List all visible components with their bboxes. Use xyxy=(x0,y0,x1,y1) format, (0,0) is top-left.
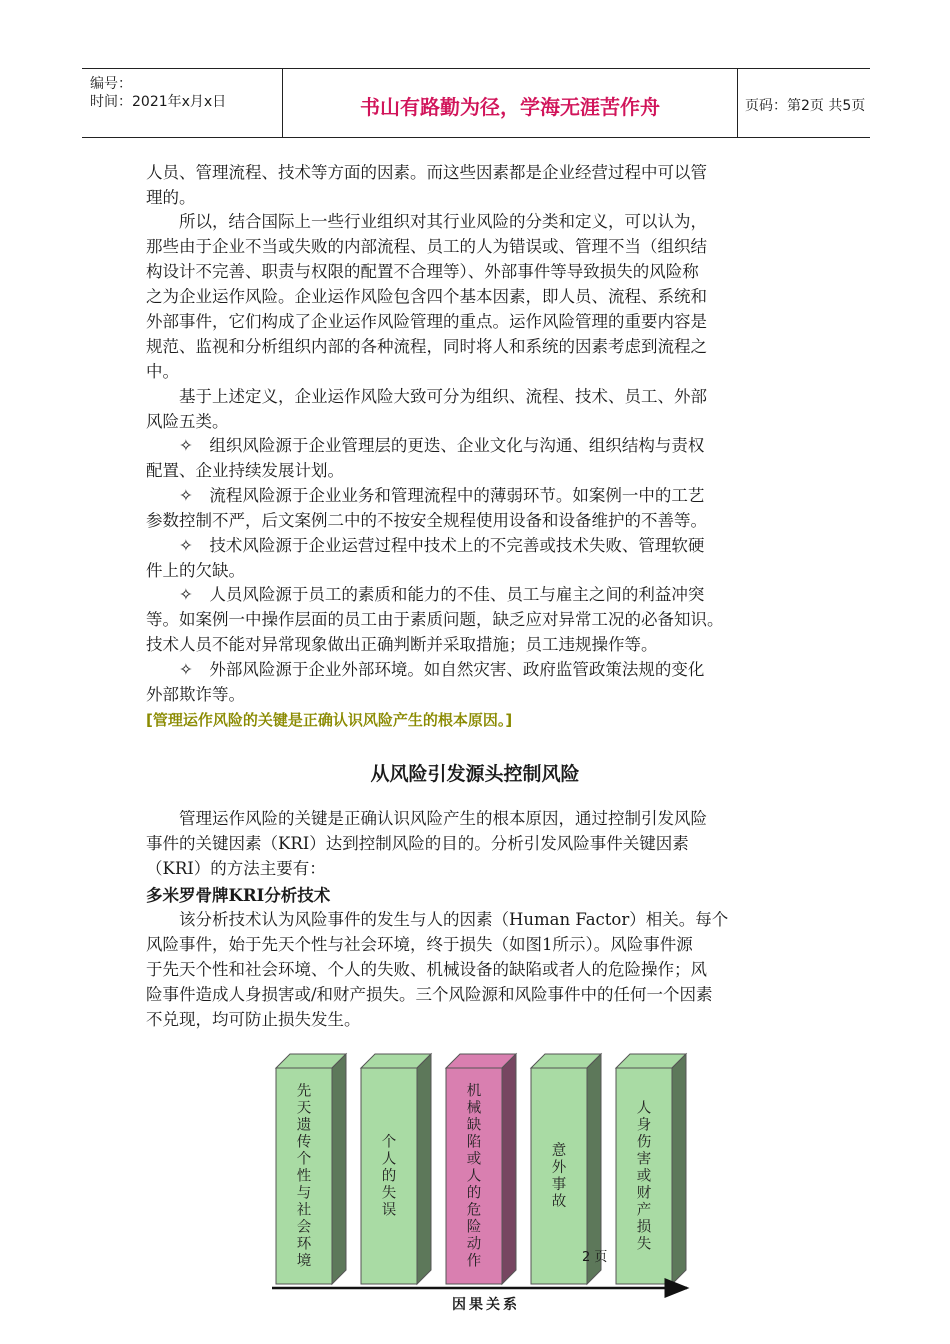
header-motto: 书山有路勤为径，学海无涯苦作舟 xyxy=(360,95,660,119)
text-line: ✧ 流程风险源于企业业务和管理流程中的薄弱环节。如案例一中的工艺 xyxy=(146,486,705,505)
domino-box xyxy=(361,1054,431,1284)
key-note: [管理运作风险的关键是正确认识风险产生的根本原因。] xyxy=(146,711,513,729)
header-motto-cell xyxy=(282,69,738,137)
text-line: ✧ 外部风险源于企业外部环境。如自然灾害、政府监管政策法规的变化 xyxy=(146,660,705,679)
domino-box xyxy=(446,1054,516,1284)
paragraph-4 xyxy=(146,806,826,881)
text-line: 配置、企业持续发展计划。 xyxy=(146,461,344,480)
domino-figure xyxy=(262,1038,702,1328)
paragraph-1 xyxy=(146,160,826,210)
domino-side xyxy=(417,1054,431,1284)
domino-label: 机械缺陷或人的危险动作 xyxy=(466,1083,482,1270)
text-line: 之为企业运作风险。企业运作风险包含四个基本因素，即人员、流程、系统和 xyxy=(146,287,707,306)
text-line: 管理运作风险的关键是正确认识风险产生的根本原因，通过控制引发风险 xyxy=(146,809,707,828)
domino-label: 先天遗传个性与社会环境 xyxy=(296,1083,312,1270)
bullet-technology-risk xyxy=(146,533,826,583)
text-line: 参数控制不严，后文案例二中的不按安全规程使用设备和设备维护的不善等。 xyxy=(146,511,707,530)
text-line: 外部欺诈等。 xyxy=(146,685,245,704)
paragraph-5 xyxy=(146,907,826,1032)
section-title: 从风险引发源头控制风险 xyxy=(370,763,580,785)
paragraph-3 xyxy=(146,384,826,434)
text-line: 风险事件，始于先天个性与社会环境，终于损失（如图1所示）。风险事件源 xyxy=(146,935,693,954)
bullet-organization-risk xyxy=(146,433,826,483)
domino-diagram xyxy=(262,1038,702,1328)
text-line: 险事件造成人身损害或/和财产损失。三个风险源和风险事件中的任何一个因素 xyxy=(146,985,713,1004)
text-line: 人员、管理流程、技术等方面的因素。而这些因素都是企业经营过程中可以管 xyxy=(146,163,707,182)
text-line: 于先天个性和社会环境、个人的失败、机械设备的缺陷或者人的危险操作；风 xyxy=(146,960,707,979)
text-line: ✧ 技术风险源于企业运营过程中技术上的不完善或技术失败、管理软硬 xyxy=(146,536,705,555)
domino-label: 人身伤害或财产损失 xyxy=(636,1100,652,1253)
domino-label: 意外事故 xyxy=(551,1143,567,1210)
text-line: 技术人员不能对异常现象做出正确判断并采取措施；员工违规操作等。 xyxy=(146,635,658,654)
text-line: 不兑现，均可防止损失发生。 xyxy=(146,1010,361,1029)
doc-date: 时间：2021年x月x日 xyxy=(90,94,227,110)
domino-face xyxy=(531,1068,587,1284)
text-line: 理的。 xyxy=(146,188,196,207)
paragraph-2 xyxy=(146,209,826,384)
document-header xyxy=(82,68,870,138)
bullet-external-risk xyxy=(146,657,826,707)
text-line: 中。 xyxy=(146,362,179,381)
page-footer: 2 页 xyxy=(582,1250,608,1265)
text-line: 等。如案例一中操作层面的员工由于素质问题，缺乏应对异常工况的必备知识。 xyxy=(146,610,724,629)
domino-label: 个人的失误 xyxy=(381,1134,397,1219)
text-line: ✧ 组织风险源于企业管理层的更迭、企业文化与沟通、组织结构与责权 xyxy=(146,436,705,455)
text-line: 该分析技术认为风险事件的发生与人的因素（Human Factor）相关。每个 xyxy=(146,910,729,929)
subsection-title: 多米罗骨牌KRI分析技术 xyxy=(146,886,331,905)
bullet-process-risk xyxy=(146,483,826,533)
domino-box xyxy=(276,1054,346,1284)
header-meta-cell xyxy=(82,69,282,137)
text-line: （KRI）的方法主要有： xyxy=(146,859,326,878)
domino-box xyxy=(616,1054,686,1284)
domino-side xyxy=(502,1054,516,1284)
text-line: 基于上述定义，企业运作风险大致可分为组织、流程、技术、员工、外部 xyxy=(146,387,707,406)
bullet-personnel-risk xyxy=(146,582,826,657)
text-line: 规范、监视和分析组织内部的各种流程，同时将人和系统的因素考虑到流程之 xyxy=(146,337,707,356)
page-info: 页码：第2页 共5页 xyxy=(745,98,866,114)
domino-side xyxy=(332,1054,346,1284)
doc-number-label: 编号： xyxy=(90,76,132,92)
text-line: 事件的关键因素（KRI）达到控制风险的目的。分析引发风险事件关键因素 xyxy=(146,834,689,853)
text-line: 风险五类。 xyxy=(146,412,229,431)
header-page-cell xyxy=(737,69,870,137)
text-line: 所以，结合国际上一些行业组织对其行业风险的分类和定义，可以认为， xyxy=(146,212,707,231)
text-line: ✧ 人员风险源于员工的素质和能力的不佳、员工与雇主之间的利益冲突 xyxy=(146,585,705,604)
domino-side xyxy=(672,1054,686,1284)
text-line: 构设计不完善、职责与权限的配置不合理等）、外部事件等导致损失的风险称 xyxy=(146,262,699,281)
text-line: 件上的欠缺。 xyxy=(146,561,245,580)
text-line: 外部事件，它们构成了企业运作风险管理的重点。运作风险管理的重要内容是 xyxy=(146,312,707,331)
text-line: 那些由于企业不当或失败的内部流程、员工的人为错误或、管理不当（组织结 xyxy=(146,237,707,256)
arrow-label: 因果关系 xyxy=(452,1297,520,1313)
